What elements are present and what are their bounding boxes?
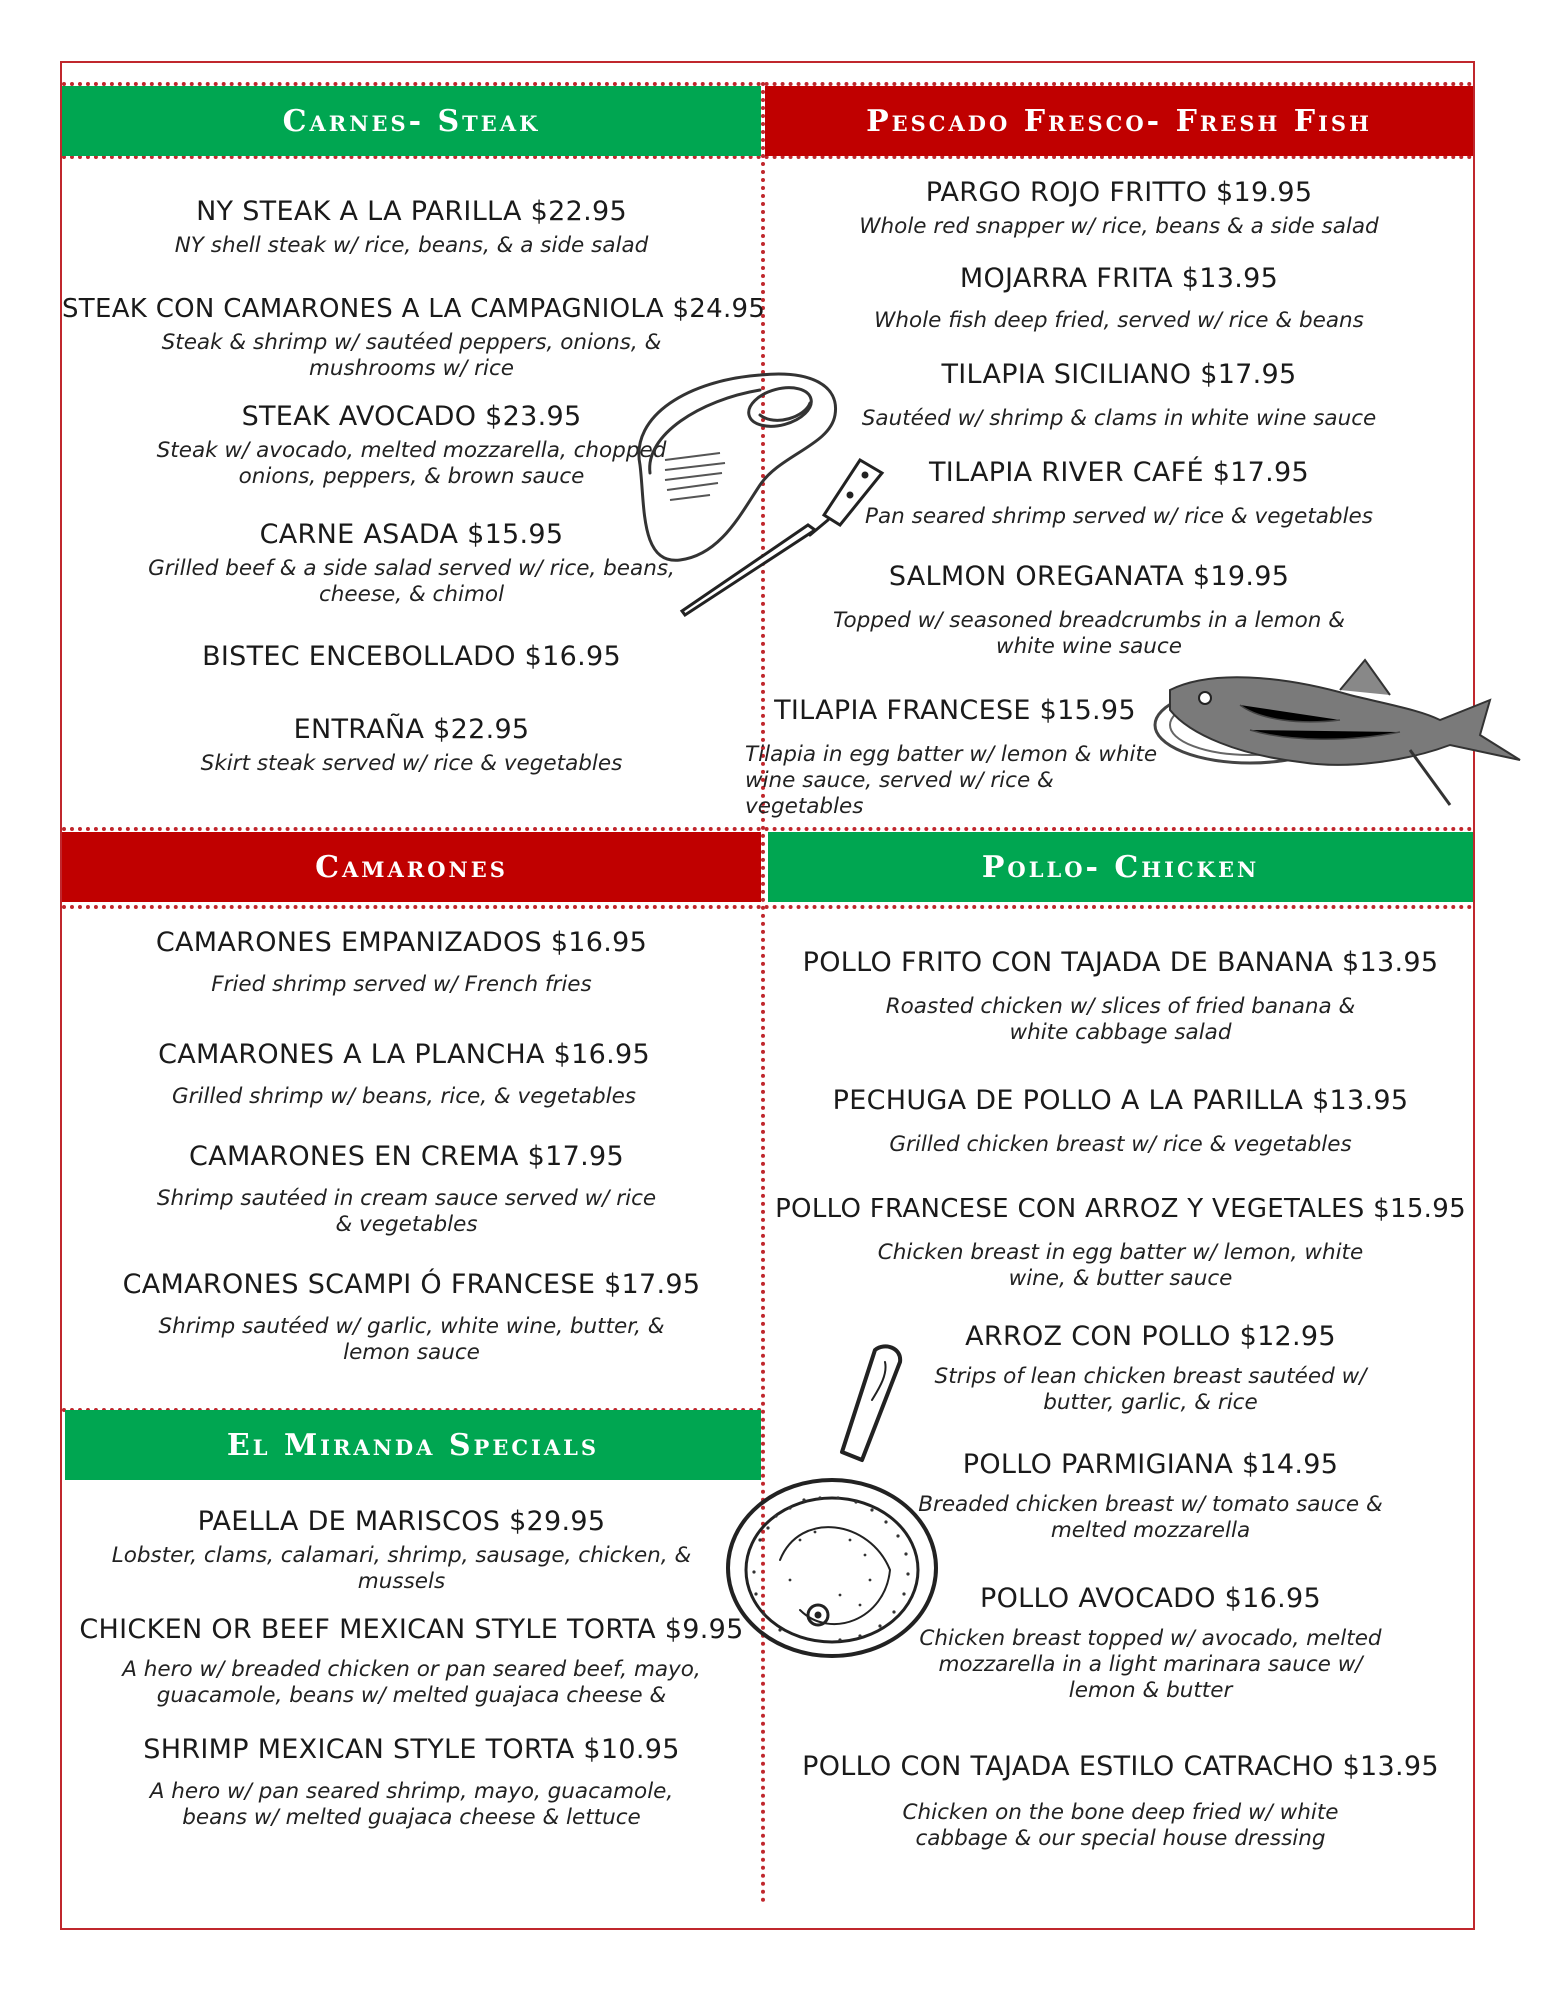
section-header-steak (62, 86, 761, 156)
item-description: A hero w/ pan seared shrimp, mayo, guacamole, beans w/ melted guajaca cheese & lettuce (149, 1779, 674, 1830)
menu-item (765, 262, 1473, 334)
item-description: Chicken breast in egg batter w/ lemon, white wine, & butter sauce (877, 1240, 1364, 1291)
item-description: Grilled chicken breast w/ rice & vegetables (889, 1132, 1352, 1157)
item-name: ENTRAÑA $22.95 (293, 714, 530, 745)
item-name: STEAK CON CAMARONES A LA CAMPAGNIOLA $24.95 (62, 294, 766, 324)
divider (62, 827, 1473, 831)
menu-item (768, 1192, 1473, 1292)
item-description: Shrimp sautéed in cream sauce served w/ rice & vegetables (156, 1186, 657, 1237)
steak-illustration (610, 355, 920, 625)
item-description: Chicken on the bone deep fried w/ white cabbage & our special house dressing (902, 1800, 1339, 1851)
item-description: Steak w/ avocado, melted mozzarella, chopped onions, peppers, & brown sauce (156, 438, 667, 489)
section-header-shrimp (62, 832, 761, 902)
menu-item (62, 640, 761, 674)
item-name: TILAPIA FRANCESE $15.95 (774, 695, 1136, 726)
shrimp-section (62, 910, 761, 1400)
menu-item (768, 1084, 1473, 1158)
section-title: El Miranda Specials (226, 1427, 600, 1463)
menu-item (62, 1268, 761, 1366)
menu-item (42, 926, 761, 998)
item-description: Strips of lean chicken breast sautéed w/ butter, garlic, & rice (934, 1364, 1367, 1415)
item-name: TILAPIA SICILIANO $17.95 (941, 359, 1297, 390)
item-name: POLLO AVOCADO $16.95 (980, 1583, 1321, 1614)
item-description: Tilapia in egg batter w/ lemon & white wine sauce, served w/ rice & vegetables (745, 742, 1158, 819)
item-name: CARNE ASADA $15.95 (259, 519, 564, 550)
menu-item (52, 1140, 761, 1238)
section-title: Pollo- Chicken (981, 849, 1260, 885)
item-name: PAELLA DE MARISCOS $29.95 (197, 1506, 606, 1537)
menu-item (62, 195, 761, 259)
item-description: Shrimp sautéed w/ garlic, white wine, butter, & lemon sauce (158, 1314, 665, 1365)
item-name: CAMARONES SCAMPI Ó FRANCESE $17.95 (122, 1269, 701, 1300)
fish-illustration (1150, 650, 1530, 810)
specials-section (62, 1485, 761, 1905)
section-header-chicken (768, 832, 1473, 902)
menu-item (62, 1613, 761, 1709)
item-name: NY STEAK A LA PARILLA $22.95 (196, 196, 627, 227)
item-name: SHRIMP MEXICAN STYLE TORTA $10.95 (143, 1734, 680, 1765)
item-description: Topped w/ seasoned breadcrumbs in a lemon & white wine sauce (832, 608, 1345, 659)
item-description: Roasted chicken w/ slices of fried banana & white cabbage salad (885, 994, 1356, 1045)
divider (62, 905, 1473, 909)
item-description: Skirt steak served w/ rice & vegetables (200, 751, 623, 776)
item-name: CAMARONES A LA PLANCHA $16.95 (158, 1039, 650, 1070)
item-description: NY shell steak w/ rice, beans, & a side salad (174, 233, 649, 258)
item-description: Lobster, clams, calamari, shrimp, sausage, chicken, & mussels (111, 1543, 692, 1594)
menu-item (62, 1733, 761, 1831)
item-name: CAMARONES EMPANIZADOS $16.95 (155, 927, 648, 958)
menu-item (47, 1038, 761, 1110)
item-description: Grilled beef & a side salad served w/ rice, beans, cheese, & chimol (148, 556, 675, 607)
item-description: Grilled shrimp w/ beans, rice, & vegetables (171, 1084, 636, 1109)
item-description: Steak & shrimp w/ sautéed peppers, onions, & mushrooms w/ rice (161, 330, 662, 381)
item-name: BISTEC ENCEBOLLADO $16.95 (202, 641, 621, 672)
pan-illustration (720, 1340, 950, 1660)
item-name: SALMON OREGANATA $19.95 (888, 561, 1290, 592)
item-name: STEAK AVOCADO $23.95 (241, 401, 582, 432)
menu-item (768, 946, 1473, 1046)
menu-item (42, 1505, 761, 1595)
item-description: Fried shrimp served w/ French fries (211, 972, 592, 997)
item-name: POLLO PARMIGIANA $14.95 (962, 1449, 1339, 1480)
menu-item (765, 176, 1473, 240)
item-description: Whole red snapper w/ rice, beans & a side salad (859, 214, 1379, 239)
section-title: Camarones (315, 849, 508, 885)
item-name: POLLO FRANCESE CON ARROZ Y VEGETALES $15.95 (775, 1194, 1466, 1224)
item-description: Pan seared shrimp served w/ rice & vegetables (865, 504, 1373, 529)
item-name: TILAPIA RIVER CAFÉ $17.95 (929, 457, 1309, 488)
item-name: CAMARONES EN CREMA $17.95 (189, 1141, 624, 1172)
section-header-specials (65, 1410, 761, 1480)
menu-item (62, 713, 761, 777)
section-title: Pescado Fresco- Fresh Fish (866, 103, 1372, 139)
item-name: PECHUGA DE POLLO A LA PARILLA $13.95 (832, 1085, 1409, 1116)
item-name: POLLO FRITO CON TAJADA DE BANANA $13.95 (802, 947, 1439, 978)
item-description: A hero w/ breaded chicken or pan seared beef, mayo, guacamole, beans w/ melted guajaca cheese & (122, 1657, 701, 1708)
item-description: Whole fish deep fried, served w/ rice & beans (874, 308, 1364, 333)
item-description: Chicken breast topped w/ avocado, melted mozzarella in a light marinara sauce w/ lemon & butter (919, 1626, 1382, 1703)
menu-item (745, 694, 1158, 820)
menu-item (768, 1750, 1473, 1852)
item-name: ARROZ CON POLLO $12.95 (965, 1321, 1336, 1352)
section-title: Carnes- Steak (282, 103, 541, 139)
item-description: Breaded chicken breast w/ tomato sauce & melted mozzarella (918, 1492, 1383, 1543)
item-description: Sautéed w/ shrimp & clams in white wine sauce (861, 406, 1377, 431)
item-name: PARGO ROJO FRITTO $19.95 (925, 177, 1313, 208)
item-name: MOJARRA FRITA $13.95 (959, 263, 1279, 294)
item-name: POLLO CON TAJADA ESTILO CATRACHO $13.95 (802, 1751, 1439, 1782)
section-header-fish (765, 86, 1473, 156)
item-name: CHICKEN OR BEEF MEXICAN STYLE TORTA $9.95 (79, 1614, 744, 1645)
